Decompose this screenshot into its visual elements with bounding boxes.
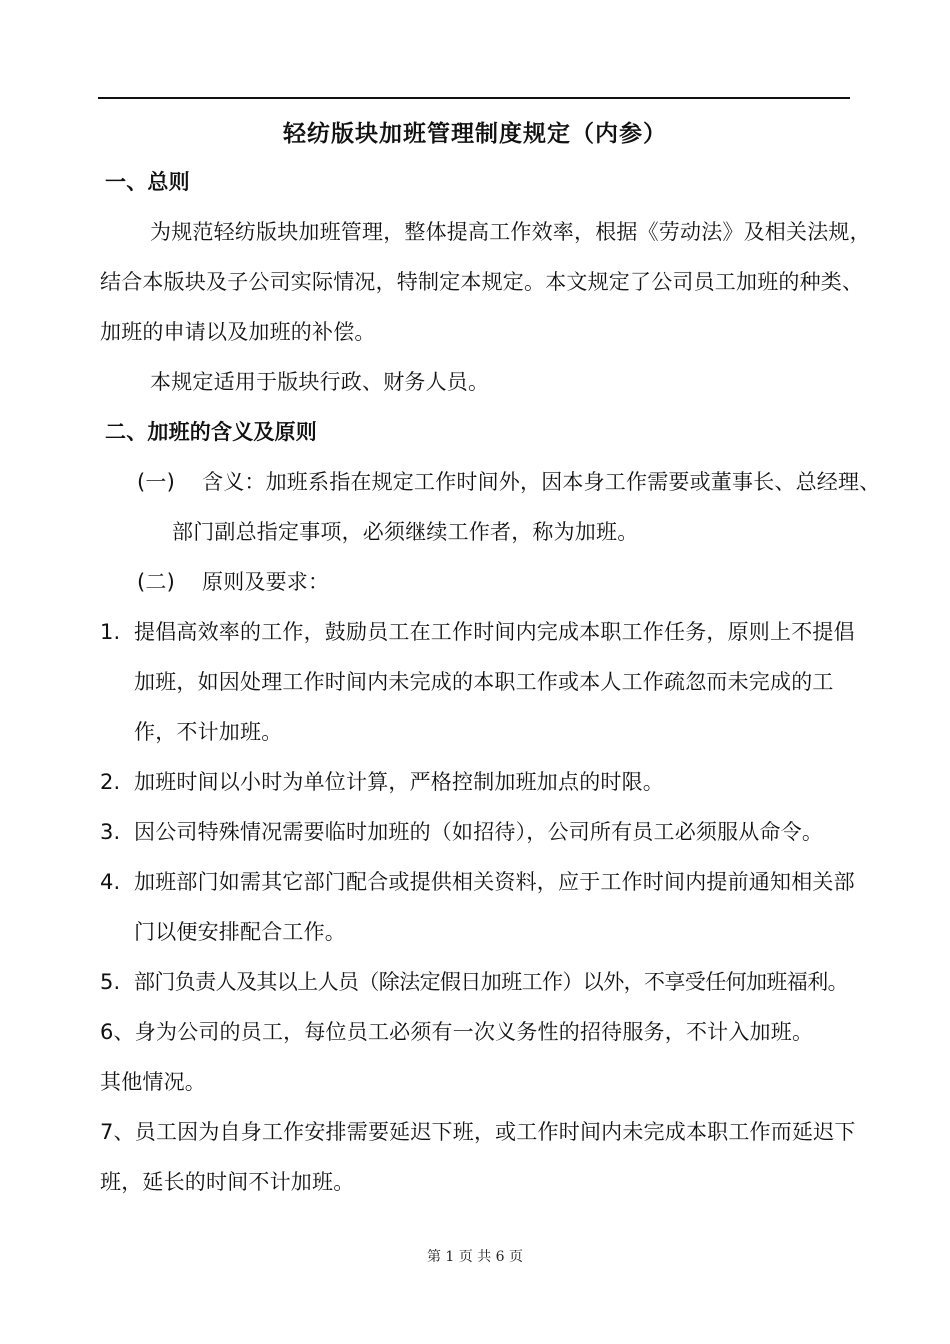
list-item-line: 加班时间以小时为单位计算，严格控制加班加点的时限。 bbox=[134, 770, 664, 794]
sub-definition-line: 部门副总指定事项，必须继续工作者，称为加班。 bbox=[172, 520, 639, 544]
list-item-line: 提倡高效率的工作，鼓励员工在工作时间内完成本职工作任务，原则上不提倡 bbox=[134, 620, 855, 644]
sub-definition-line: 含义：加班系指在规定工作时间外，因本身工作需要或董事长、总经理、 bbox=[202, 470, 881, 494]
list-item-number: 1. bbox=[100, 620, 121, 644]
list-item-7-line: 班，延长的时间不计加班。 bbox=[100, 1170, 355, 1194]
list-item-line: 加班，如因处理工作时间内未完成的本职工作或本人工作疏忽而未完成的工 bbox=[134, 670, 834, 694]
list-item-6: 6、身为公司的员工，每位员工必须有一次义务性的招待服务，不计入加班。 bbox=[100, 1020, 814, 1044]
document-title: 轻纺版块加班管理制度规定（内参） bbox=[283, 121, 667, 147]
paragraph-line: 结合本版块及子公司实际情况，特制定本规定。本文规定了公司员工加班的种类、 bbox=[100, 270, 864, 294]
list-item-line: 作，不计加班。 bbox=[134, 720, 283, 744]
list-item-line: 因公司特殊情况需要临时加班的（如招待），公司所有员工必须服从命令。 bbox=[134, 820, 824, 844]
list-item-line: 部门负责人及其以上人员（除法定假日加班工作）以外，不享受任何加班福利。 bbox=[134, 970, 848, 994]
list-item-line: 门以便安排配合工作。 bbox=[134, 920, 346, 944]
section-heading-overtime: 二、加班的含义及原则 bbox=[105, 420, 317, 444]
sub-marker-2: (二) bbox=[137, 570, 175, 594]
list-item-number: 2. bbox=[100, 770, 121, 794]
header-rule bbox=[98, 97, 850, 99]
list-item-number: 5. bbox=[100, 970, 121, 994]
list-item-number: 4. bbox=[100, 870, 121, 894]
paragraph-line: 为规范轻纺版块加班管理，整体提高工作效率，根据《劳动法》及相关法规， bbox=[150, 220, 871, 244]
list-item-number: 3. bbox=[100, 820, 121, 844]
section-heading-general: 一、总则 bbox=[105, 170, 190, 194]
sub-principles-label: 原则及要求： bbox=[202, 570, 330, 594]
paragraph-scope: 本规定适用于版块行政、财务人员。 bbox=[150, 370, 490, 394]
list-item-line: 加班部门如需其它部门配合或提供相关资料，应于工作时间内提前通知相关部 bbox=[134, 870, 855, 894]
list-item-7-line: 7、员工因为自身工作安排需要延迟下班，或工作时间内未完成本职工作而延迟下 bbox=[100, 1120, 856, 1144]
other-cases: 其他情况。 bbox=[100, 1070, 206, 1094]
sub-marker-1: (一) bbox=[137, 470, 175, 494]
page-footer: 第 1 页 共 6 页 bbox=[426, 1249, 524, 1265]
paragraph-line: 加班的申请以及加班的补偿。 bbox=[100, 320, 376, 344]
